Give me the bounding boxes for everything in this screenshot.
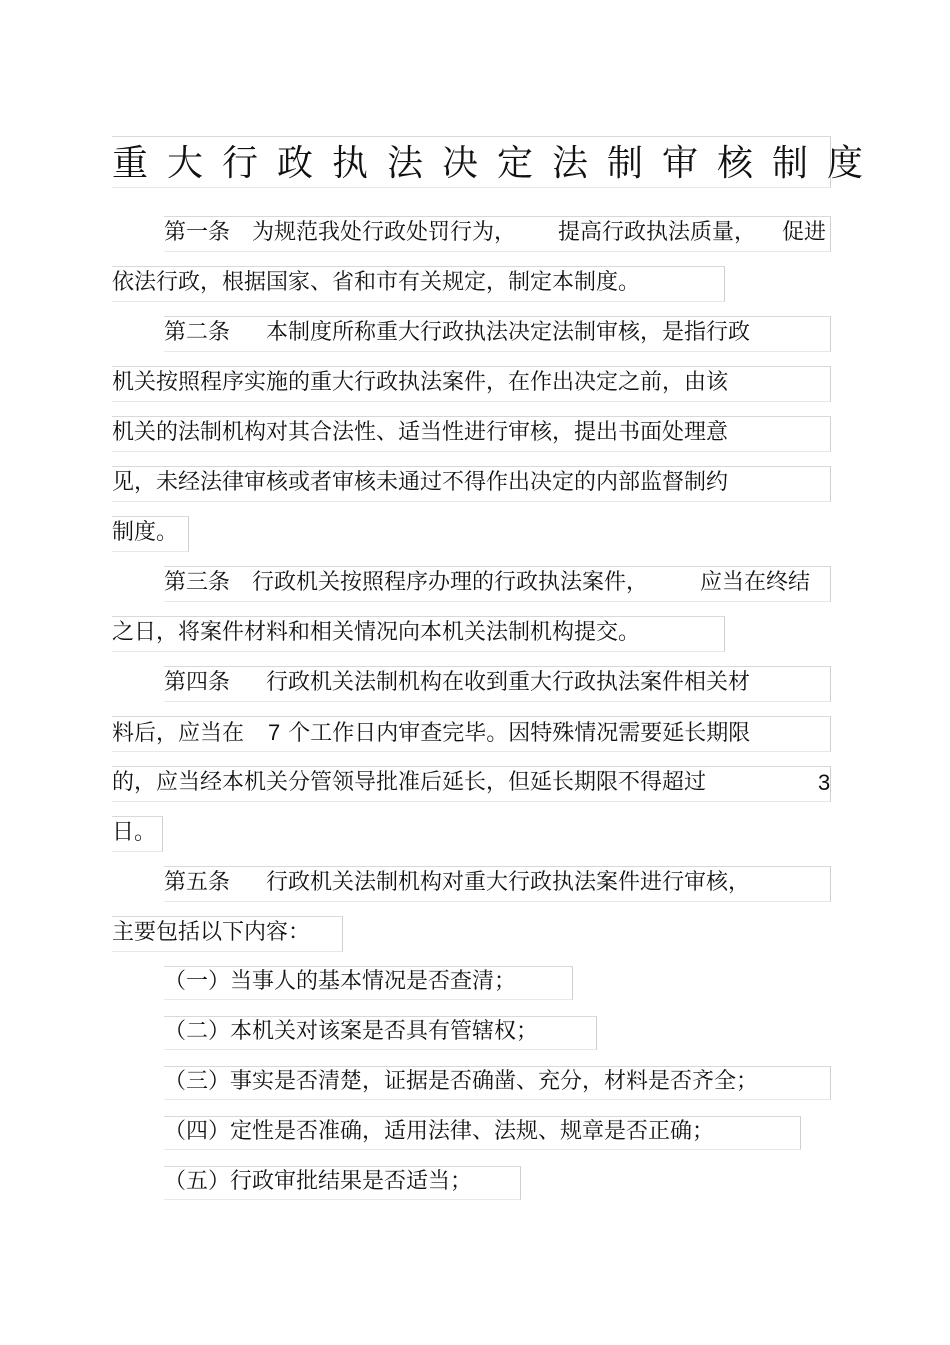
list-item: （一）当事人的基本情况是否查清； (164, 969, 517, 994)
article-1-text: 为规范我处行政处罚行为， (252, 220, 517, 245)
list-item: （五）行政审批结果是否适当； (164, 1169, 473, 1194)
article-1-text: 促进 (782, 220, 827, 245)
article-2-text: 本制度所称重大行政执法决定法制审核，是指行政 (266, 320, 751, 345)
article-4-line-4: 日。 (112, 820, 157, 845)
article-4-label: 第四条 (164, 670, 231, 695)
article-5-text: 行政机关法制机构对重大行政执法案件进行审核， (266, 870, 751, 895)
article-5-label: 第五条 (164, 870, 231, 895)
article-2-line-3: 机关的法制机构对其合法性、适当性进行审核，提出书面处理意 (112, 420, 729, 445)
article-4-line-1 (164, 668, 750, 698)
article-3-line-2: 之日，将案件材料和相关情况向本机关法制机构提交。 (112, 620, 641, 645)
article-2-line-5: 制度。 (112, 520, 179, 545)
article-1-text: 提高行政执法质量， (558, 220, 757, 245)
article-3-text: 应当在终结 (700, 570, 811, 595)
article-5-line-2: 主要包括以下内容： (112, 920, 311, 945)
article-4-number-2: 3 (818, 770, 831, 795)
list-item: （二）本机关对该案是否具有管辖权； (164, 1019, 539, 1044)
article-4-text: 料后，应当在 (112, 721, 245, 746)
article-3-line-1 (164, 568, 810, 598)
list-item: （四）定性是否准确，适用法律、法规、规章是否正确； (164, 1119, 715, 1144)
article-1-line-1 (164, 218, 826, 248)
article-3-text: 行政机关按照程序办理的行政执法案件， (252, 570, 649, 595)
article-4-number: 7 (268, 720, 281, 745)
list-item: （三）事实是否清楚，证据是否确凿、充分，材料是否齐全； (164, 1069, 759, 1094)
article-2-line-2: 机关按照程序实施的重大行政执法案件，在作出决定之前，由该 (112, 370, 729, 395)
article-5-line-1 (164, 868, 750, 898)
article-4-text: 个工作日内审查完毕。因特殊情况需要延长期限 (288, 721, 751, 746)
document-title: 重大行政执法决定法制审核制度 (112, 143, 883, 184)
article-2-line-1 (164, 318, 750, 348)
article-4-text: 行政机关法制机构在收到重大行政执法案件相关材 (266, 670, 751, 695)
article-1-label: 第一条 (164, 220, 231, 245)
article-2-line-4: 见，未经法律审核或者审核未通过不得作出决定的内部监督制约 (112, 470, 729, 495)
article-4-line-2 (112, 718, 750, 749)
article-3-label: 第三条 (164, 570, 231, 595)
article-2-label: 第二条 (164, 320, 231, 345)
article-4-line-3: 的，应当经本机关分管领导批准后延长，但延长期限不得超过 (112, 770, 707, 795)
article-1-line-2: 依法行政，根据国家、省和市有关规定，制定本制度。 (112, 270, 641, 295)
